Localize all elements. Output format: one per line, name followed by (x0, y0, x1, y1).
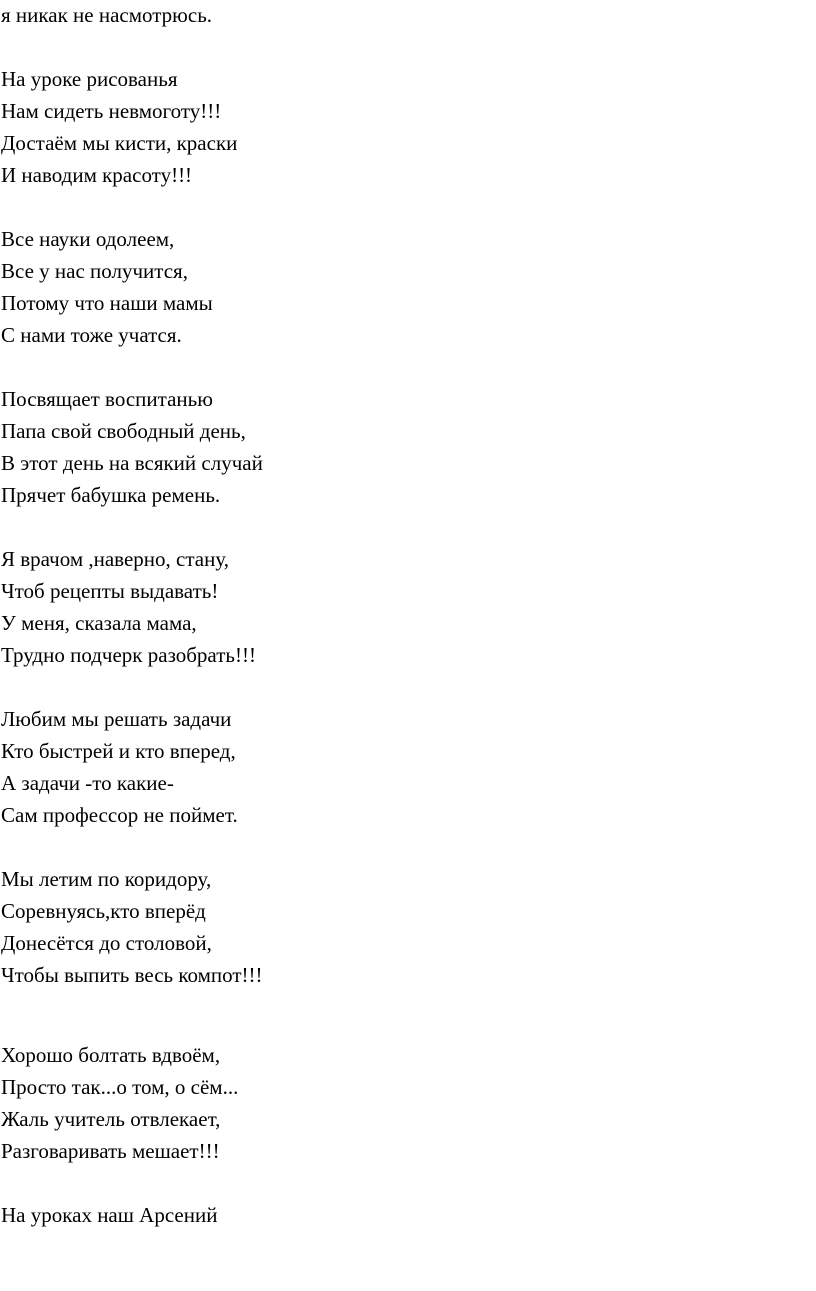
stanza-3 (1, 223, 263, 351)
poem-line: Просто так...о том, о сём... (1, 1075, 239, 1099)
poem-line: Чтобы выпить весь компот!!! (1, 963, 263, 987)
poem-line: Чтоб рецепты выдавать! (1, 579, 219, 603)
stanza-5 (1, 543, 263, 671)
poem-line: На уроках наш Арсений (1, 1203, 218, 1227)
poem-line: В этот день на всякий случай (1, 451, 263, 475)
poem-line: Хорошо болтать вдвоём, (1, 1043, 221, 1067)
poem-line: Я врачом ,наверно, стану, (1, 547, 229, 571)
poem-line: Посвящает воспитанью (1, 387, 213, 411)
poem-line: Потому что наши мамы (1, 291, 213, 315)
poem-text (1, 0, 263, 1231)
stanza-9 (1, 1199, 263, 1231)
poem-line: На уроке рисованья (1, 67, 178, 91)
stanza-4 (1, 383, 263, 511)
poem-line: Трудно подчерк разобрать!!! (1, 643, 256, 667)
poem-line: Жаль учитель отвлекает, (1, 1107, 221, 1131)
stanza-7 (1, 863, 263, 991)
poem-line: Соревнуясь,кто вперёд (1, 899, 206, 923)
poem-line: Мы летим по коридору, (1, 867, 212, 891)
poem-line: Прячет бабушка ремень. (1, 483, 221, 507)
poem-line: Достаём мы кисти, краски (1, 131, 238, 155)
poem-line: Нам сидеть невмоготу!!! (1, 99, 222, 123)
poem-line: Все науки одолеем, (1, 227, 175, 251)
poem-line: Кто быстрей и кто вперед, (1, 739, 236, 763)
poem-line: А задачи -то какие- (1, 771, 174, 795)
stanza-1 (1, 0, 263, 31)
stanza-8 (1, 1039, 263, 1167)
poem-line: я никак не насмотрюсь. (1, 3, 213, 27)
poem-line: Сам профессор не поймет. (1, 803, 238, 827)
stanza-6 (1, 703, 263, 831)
poem-line: Папа свой свободный день, (1, 419, 246, 443)
poem-line: И наводим красоту!!! (1, 163, 193, 187)
poem-line: Разговаривать мешает!!! (1, 1139, 220, 1163)
poem-line: С нами тоже учатся. (1, 323, 182, 347)
poem-line: У меня, сказала мама, (1, 611, 197, 635)
poem-line: Любим мы решать задачи (1, 707, 232, 731)
poem-line: Донесётся до столовой, (1, 931, 212, 955)
stanza-2 (1, 63, 263, 191)
poem-line: Все у нас получится, (1, 259, 188, 283)
